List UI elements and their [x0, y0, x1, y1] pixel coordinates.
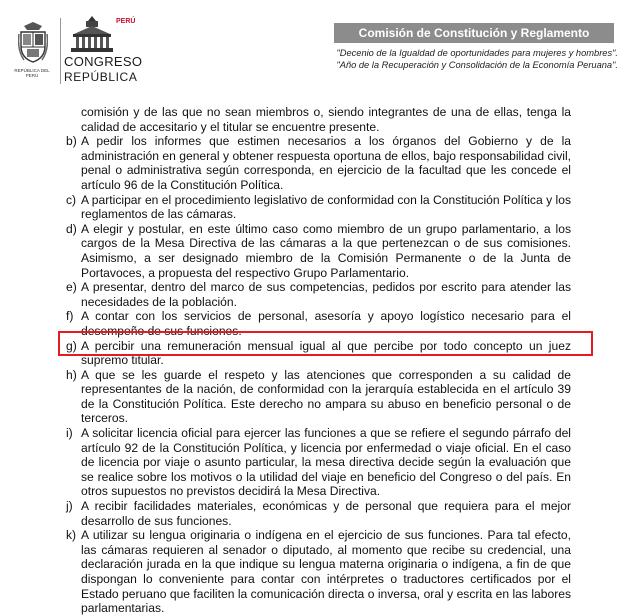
document-body	[66, 105, 571, 616]
seal-caption: REPÚBLICA DEL PERÚ	[14, 68, 50, 78]
item-letter: b)	[66, 134, 77, 149]
item-letter: g)	[66, 338, 77, 353]
item-text: A contar con los servicios de personal, asesoría y apoyo logístico necesario para el desempeño de sus funciones.	[81, 309, 571, 338]
item-letter: h)	[66, 367, 77, 382]
list-item	[66, 222, 571, 280]
continuation-paragraph: comisión y de las que no sean miembros o, siendo integrantes de una de ellas, tenga la calidad de accesitario y el titular se encuentre presente.	[81, 105, 571, 134]
coat-of-arms-icon	[18, 20, 48, 66]
republica-label: REPÚBLICA	[64, 70, 138, 84]
list-item	[66, 134, 571, 192]
congress-building-icon	[70, 16, 114, 54]
congreso-logo	[14, 12, 154, 92]
item-letter: e)	[66, 280, 77, 295]
list-item	[66, 528, 571, 616]
list-item	[66, 499, 571, 528]
item-text: A participar en el procedimiento legislativo de conformidad con la Constitución Política y los reglamentos de las cámaras.	[81, 192, 571, 222]
item-text: A percibir una remuneración mensual igual al que percibe por todo concepto un juez supremo titular.	[81, 338, 571, 368]
logo-divider	[60, 18, 61, 84]
congreso-label: CONGRESO	[64, 54, 143, 69]
commission-title: Comisión de Constitución y Reglamento	[334, 23, 614, 43]
item-letter: d)	[66, 221, 77, 236]
item-letter: c)	[66, 192, 77, 207]
item-letter: f)	[66, 309, 74, 324]
year-line: "Año de la Recuperación y Consolidación de la Economía Peruana".	[336, 60, 618, 70]
official-year-names	[300, 47, 618, 71]
decenio-line: "Decenio de la Igualdad de oportunidades para mujeres y hombres".	[336, 48, 618, 58]
list-item	[66, 426, 571, 499]
list-item	[66, 193, 571, 222]
item-text: A recibir facilidades materiales, económicas y de personal que requiera para el mejor desarrollo de sus funciones.	[81, 499, 571, 528]
item-text: A elegir y postular, en este último caso como miembro de un grupo parlamentario, a los cargos de la Mesa Directiva de las cámaras a la que pertenezcan o de sus comisiones. Asimismo, a ser designado miembro de la Comisión Permanente o de la Junta de Portavoces, a propuesta del respectivo Grupo Parlamentario.	[81, 221, 571, 280]
list-item	[66, 368, 571, 426]
item-text: A utilizar su lengua originaria o indígena en el ejercicio de sus funciones. Para tal efecto, las cámaras requieren al senador o diputado, al momento que recibe su credencial, una declaración jurada en la que indique su lengua materna originaria o indígena, a fin de que dispongan lo conveniente para contar con intérpretes o traductores certificados por el Estado peruano que faciliten la comunicación directa o inversa, oral y escrita en las labores parlamentarias.	[81, 528, 571, 616]
item-letter: k)	[66, 528, 77, 543]
item-letter: i)	[66, 426, 73, 441]
list-item	[66, 280, 571, 309]
item-text: A que se les guarde el respeto y las atenciones que corresponden a su calidad de representantes de la nación, de conformidad con la jerarquía establecida en el artículo 39 de la Constitución Política. Este derecho no ampara su abuso en beneficio personal o de terceros.	[81, 367, 571, 426]
highlight-box	[58, 331, 593, 356]
item-text: A pedir los informes que estimen necesarios a los órganos del Gobierno y de la administración en general y obtener respuesta oportuna de ellos, bajo responsabilidad civil, penal o administrativa según corresponda, en ejercicio de la facultad que les concede el artículo 96 de la Constitución Política.	[81, 134, 571, 192]
item-text: A presentar, dentro del marco de sus competencias, pedidos por escrito para atender las necesidades de la población.	[81, 280, 571, 309]
page-header	[0, 0, 640, 95]
peru-label: PERÚ	[116, 18, 136, 25]
item-letter: j)	[66, 499, 73, 514]
item-text: A solicitar licencia oficial para ejercer las funciones a que se refiere el segundo párrafo del artículo 92 de la Constitución Política, y licencia por enfermedad o viaje oficial. En el caso de licencia por viaje o asunto particular, la mesa directiva decide según la evaluación que se realice sobre los motivos o la utilidad del viaje en beneficio del Congreso o del país. En otros supuestos no previstos decidirá la Mesa Directiva.	[81, 426, 571, 499]
